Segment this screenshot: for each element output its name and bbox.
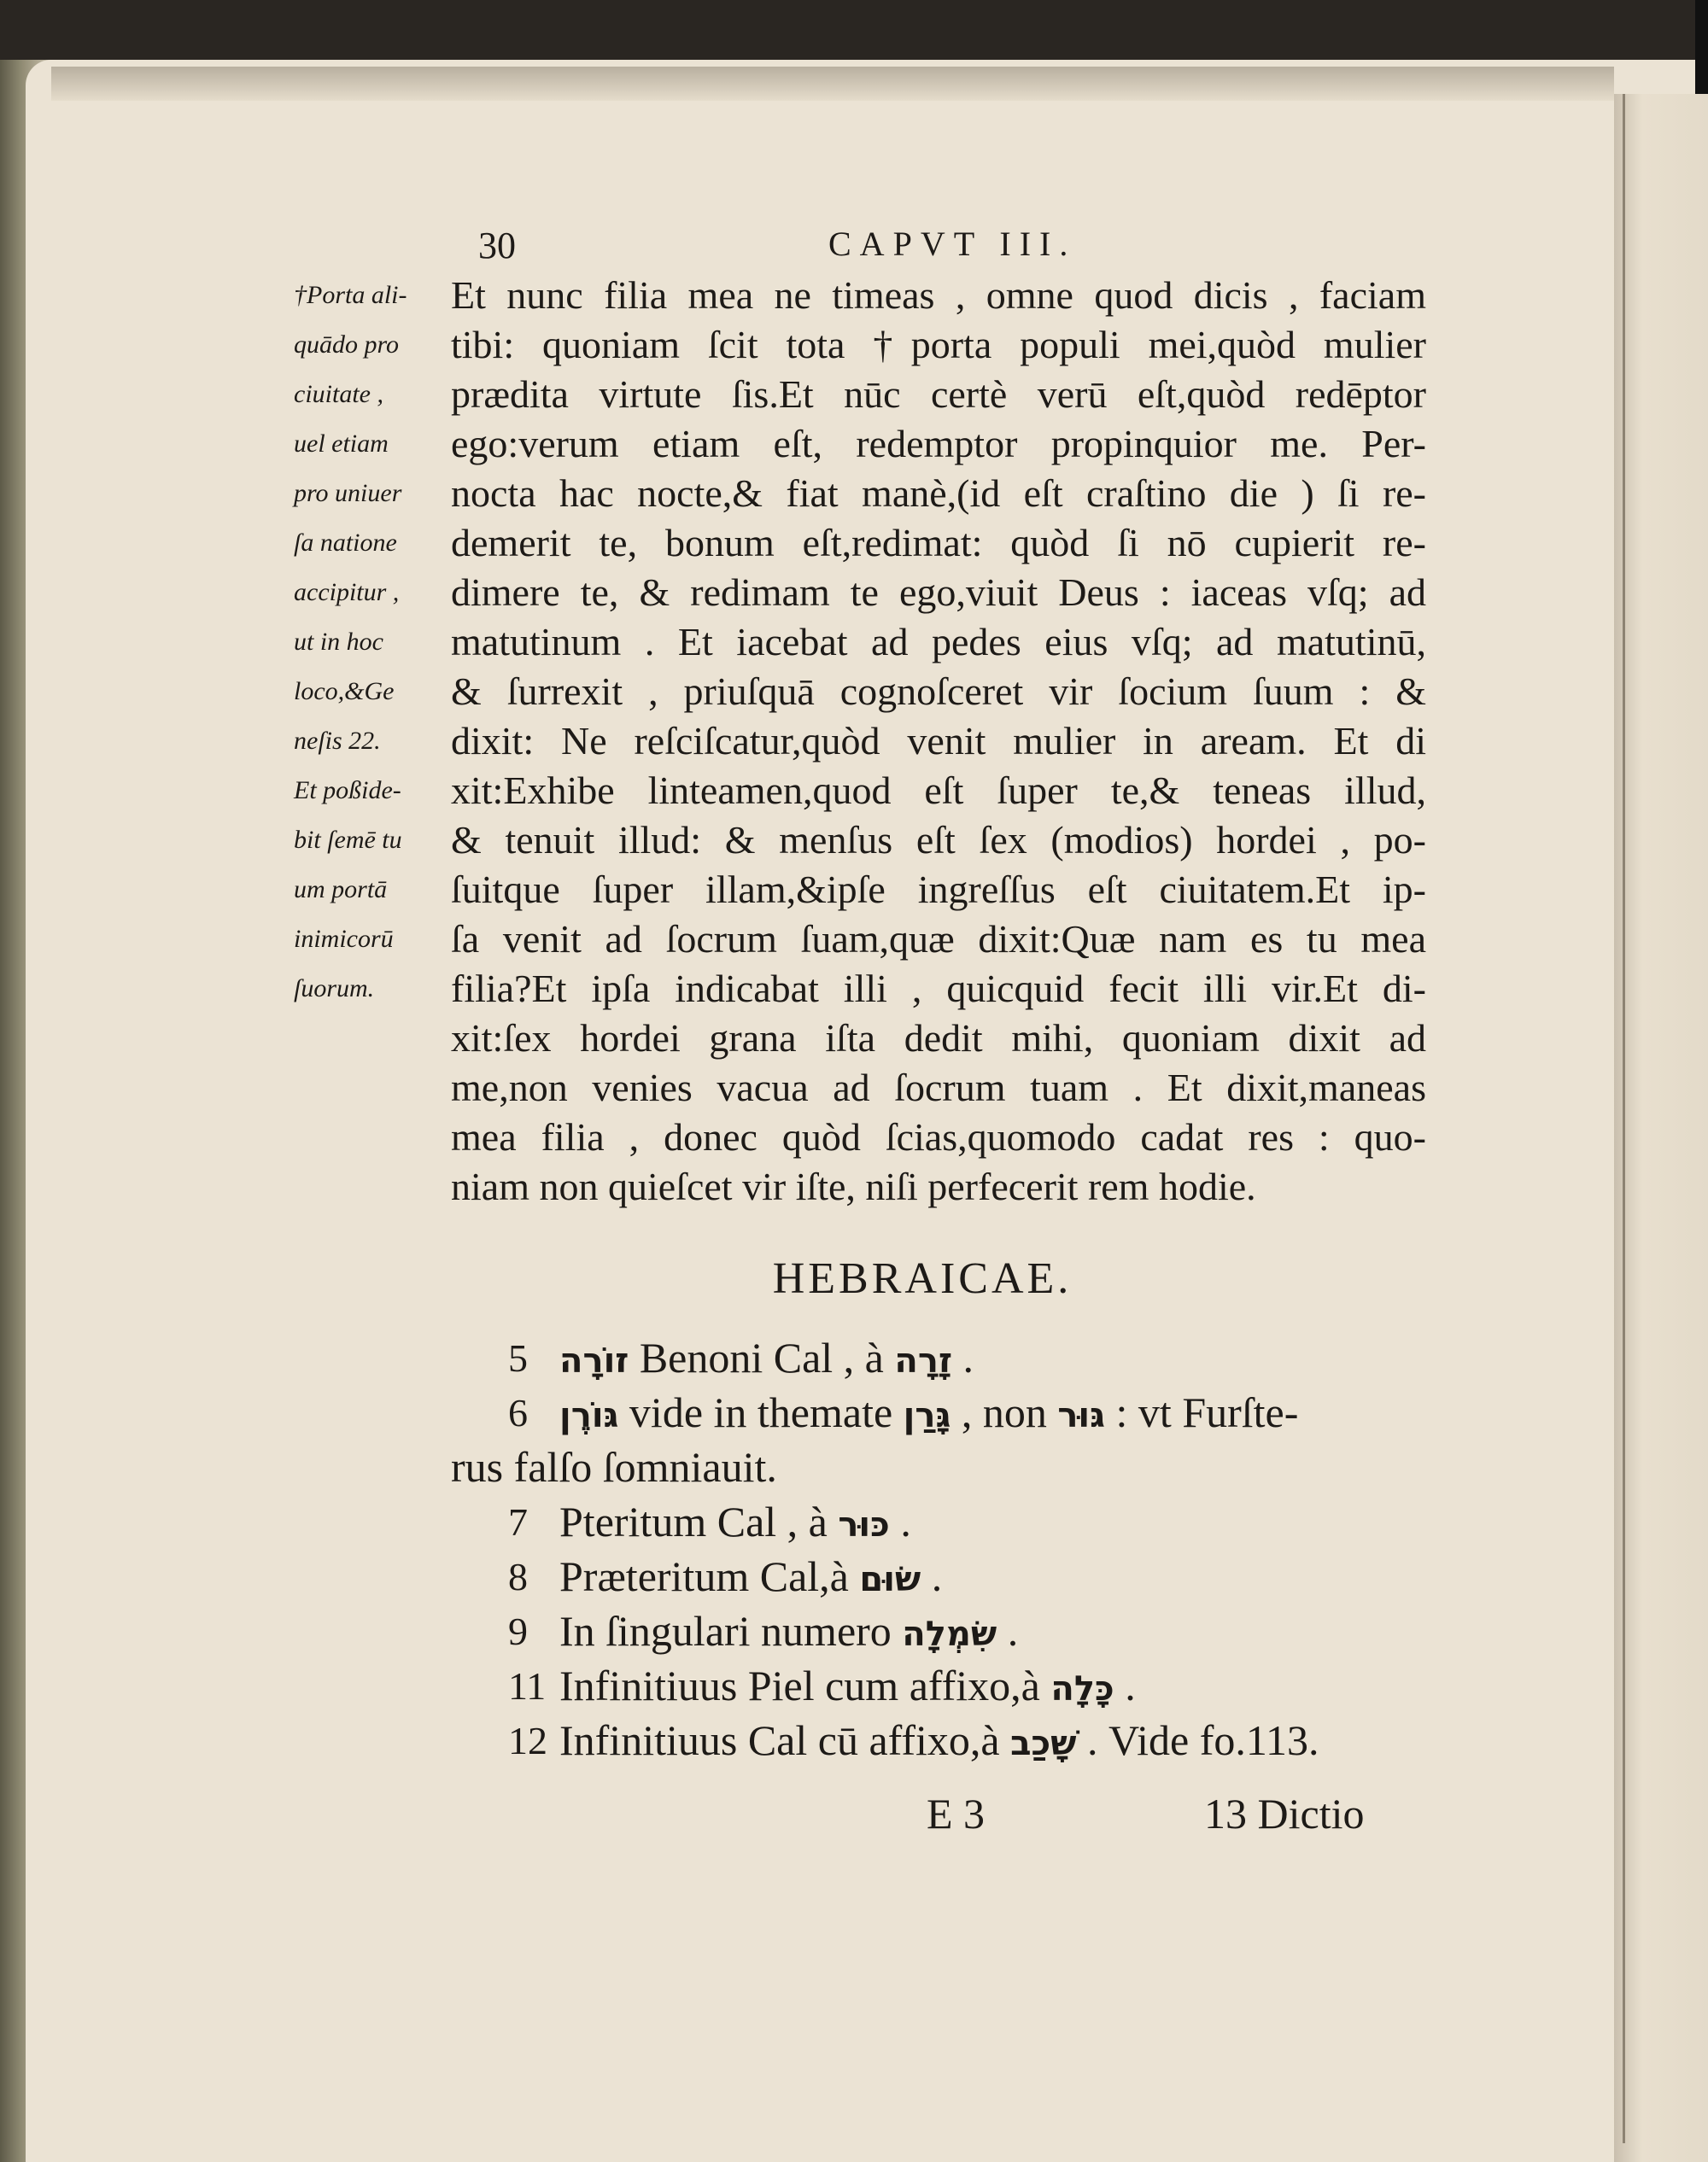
margin-note-line: ſa natione [294, 529, 397, 557]
margin-note-line: bit ſemē tu [294, 826, 402, 854]
hebrew-word: זוֹרָה [559, 1341, 629, 1381]
note-text: . Vide fo.113. [1087, 1716, 1319, 1764]
signature-mark: E 3 [927, 1790, 986, 1838]
note-text: In ſingulari numero [559, 1607, 903, 1655]
section-heading: HEBRAICAE. [772, 1254, 1073, 1303]
margin-note-line: pro uniuer [294, 479, 402, 507]
body-line: & ſurrexit , priuſquā cognoſceret vir ſocium ſuum : & [451, 669, 1426, 713]
margin-note-line: inimicorū [294, 925, 394, 953]
note-entry [559, 1496, 911, 1551]
note-entry [559, 1332, 974, 1387]
margin-note-line: ciuitate , [294, 380, 383, 408]
note-number: 5 [508, 1336, 528, 1380]
note-text: rus falſo ſomniauit. [451, 1443, 777, 1491]
facing-page-edge [1614, 94, 1708, 2162]
note-entry [559, 1660, 1136, 1715]
margin-note-line: loco,&Ge [294, 677, 395, 705]
note-text: Infinitiuus Cal cū affixo,à [559, 1716, 1011, 1764]
note-text: . [1007, 1607, 1019, 1655]
note-entry [559, 1387, 1298, 1441]
note-text: Benoni Cal , à [639, 1334, 895, 1382]
body-line: xit:Exhibe linteamen,quod eſt ſuper te,& teneas illud, [451, 768, 1426, 812]
note-number: 12 [508, 1719, 547, 1762]
hebrew-word: זָרָה [894, 1341, 952, 1381]
hebrew-word: שָׁכַב [1010, 1724, 1077, 1763]
body-line: & tenuit illud: & menſus eſt ſex (modios) hordei , po- [451, 818, 1426, 862]
margin-note-line: accipitur , [294, 578, 400, 606]
body-line: mea filia , donec quòd ſcias,quomodo cadat res : quo- [451, 1115, 1426, 1159]
body-line: nocta hac nocte,& fiat manè,(id eſt craſtino die ) ſi re- [451, 471, 1426, 515]
note-text: Præteritum Cal,à [559, 1552, 860, 1600]
margin-note-line: um portā [294, 875, 388, 903]
note-text: . [900, 1498, 911, 1546]
note-entry [559, 1715, 1319, 1769]
margin-note-line: ſuorum. [294, 974, 375, 1002]
margin-note-line: quādo pro [294, 330, 400, 359]
body-line: matutinum . Et iacebat ad pedes eius vſq; ad matutinū, [451, 620, 1426, 663]
body-line: ego:verum etiam eſt, redemptor propinquior me. Per- [451, 422, 1426, 465]
note-number: 11 [508, 1664, 547, 1708]
note-text: Pteritum Cal , à [559, 1498, 839, 1546]
scan-background [1695, 0, 1708, 94]
note-text: : vt Furſte- [1115, 1388, 1299, 1436]
note-text: Infinitiuus Piel cum affixo,à [559, 1662, 1051, 1709]
body-line: demerit te, bonum eſt,redimat: quòd ſi nō cupierit re- [451, 521, 1426, 564]
margin-note-line: Et poßide- [294, 776, 401, 804]
page-number: 30 [478, 225, 516, 266]
note-entry [559, 1605, 1018, 1660]
note-entry [451, 1441, 777, 1493]
page-top-edge [51, 67, 1614, 101]
margin-note-line: †Porta ali- [294, 281, 407, 309]
note-text: , non [961, 1388, 1058, 1436]
note-text: . [962, 1334, 974, 1382]
body-line: niam non quieſcet vir iſte, niſi perfecerit rem hodie. [451, 1165, 1256, 1208]
note-entry [559, 1551, 942, 1605]
body-line: dixit: Ne reſciſcatur,quòd venit mulier in aream. Et di [451, 719, 1426, 763]
body-line: dimere te, & redimam te ego,viuit Deus : iaceas vſq; ad [451, 570, 1426, 614]
note-number: 8 [508, 1555, 528, 1598]
body-line: ſuitque ſuper illam,&ipſe ingreſſus eſt ciuitatem.Et ip- [451, 868, 1426, 911]
hebrew-word: גּוּר [1057, 1396, 1106, 1435]
body-line: filia?Et ipſa indicabat illi , quicquid fecit illi vir.Et di- [451, 967, 1426, 1010]
margin-note-line: uel etiam [294, 429, 389, 458]
note-text: . [931, 1552, 943, 1600]
margin-note-line: ut in hoc [294, 628, 383, 656]
note-text: . [1125, 1662, 1136, 1709]
note-number: 6 [508, 1391, 528, 1435]
body-line: tibi: quoniam ſcit tota †porta populi mei,quòd mulier [451, 323, 1426, 366]
body-line: prædita virtute ſis.Et nūc certè verū eſt,quòd redēptor [451, 372, 1426, 416]
hebrew-word: גָּרַן [903, 1396, 951, 1435]
hebrew-word: כּוּר [838, 1505, 890, 1545]
hebrew-word: גּוֹרֶן [559, 1396, 619, 1435]
note-number: 7 [508, 1500, 528, 1544]
note-text: vide in themate [629, 1388, 904, 1436]
body-line: me,non venies vacua ad ſocrum tuam . Et dixit,maneas [451, 1066, 1426, 1109]
margin-note-line: neſis 22. [294, 727, 381, 755]
body-line: ſa venit ad ſocrum ſuam,quæ dixit:Quæ nam es tu mea [451, 917, 1426, 961]
hebrew-word: שׂוּם [859, 1560, 921, 1599]
hebrew-word: כָּלָה [1050, 1669, 1114, 1709]
hebrew-word: שִׂמְלָה [902, 1615, 997, 1654]
running-head: CAPVT III. [828, 225, 1077, 263]
body-line: Et nunc filia mea ne timeas , omne quod dicis , faciam [451, 273, 1426, 317]
page-fold-line [1623, 94, 1625, 2143]
body-line: xit:ſex hordei grana iſta dedit mihi, quoniam dixit ad [451, 1016, 1426, 1060]
note-number: 9 [508, 1610, 528, 1653]
catchword: 13 Dictio [1204, 1790, 1365, 1838]
